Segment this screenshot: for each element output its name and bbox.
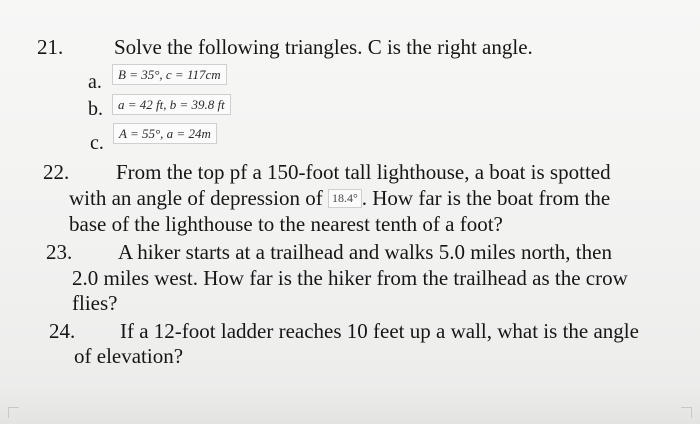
question-24-line-2: of elevation? <box>74 344 184 368</box>
question-23-line-2: 2.0 miles west. How far is the hiker from the trailhead as the crow <box>72 266 628 290</box>
part-a-formula: B = 35°, c = 117cm <box>112 64 227 85</box>
question-23-line-1: A hiker starts at a trailhead and walks 5.0 miles north, then <box>118 240 612 264</box>
part-c-formula: A = 55°, a = 24m <box>113 123 217 144</box>
question-24-number: 24. <box>49 319 76 343</box>
part-b-label: b. <box>88 98 103 120</box>
question-22-line-1: From the top pf a 150-foot tall lighthouse, a boat is spotted <box>116 160 611 184</box>
question-22-line-2-end: . How far is the boat from the <box>361 186 611 210</box>
part-c-label: c. <box>90 132 104 154</box>
question-23-number: 23. <box>46 240 73 264</box>
part-a-label: a. <box>88 71 102 93</box>
crop-mark-bottom-right <box>681 407 692 418</box>
page-bottom-shadow <box>0 384 700 424</box>
crop-mark-bottom-left <box>8 407 19 418</box>
question-22-number: 22. <box>43 160 70 184</box>
question-23-line-3: flies? <box>72 291 118 315</box>
question-22-line-2-start: with an angle of depression of <box>69 186 323 210</box>
question-24-line-1: If a 12-foot ladder reaches 10 feet up a wall, what is the angle <box>120 319 639 343</box>
part-b-formula: a = 42 ft, b = 39.8 ft <box>112 94 231 115</box>
question-22-line-3: base of the lighthouse to the nearest tenth of a foot? <box>69 212 503 236</box>
question-21-text: Solve the following triangles. C is the right angle. <box>114 35 533 59</box>
question-22-line-2 <box>69 186 610 210</box>
question-21-number: 21. <box>37 35 64 59</box>
depression-angle-value: 18.4° <box>328 189 362 208</box>
